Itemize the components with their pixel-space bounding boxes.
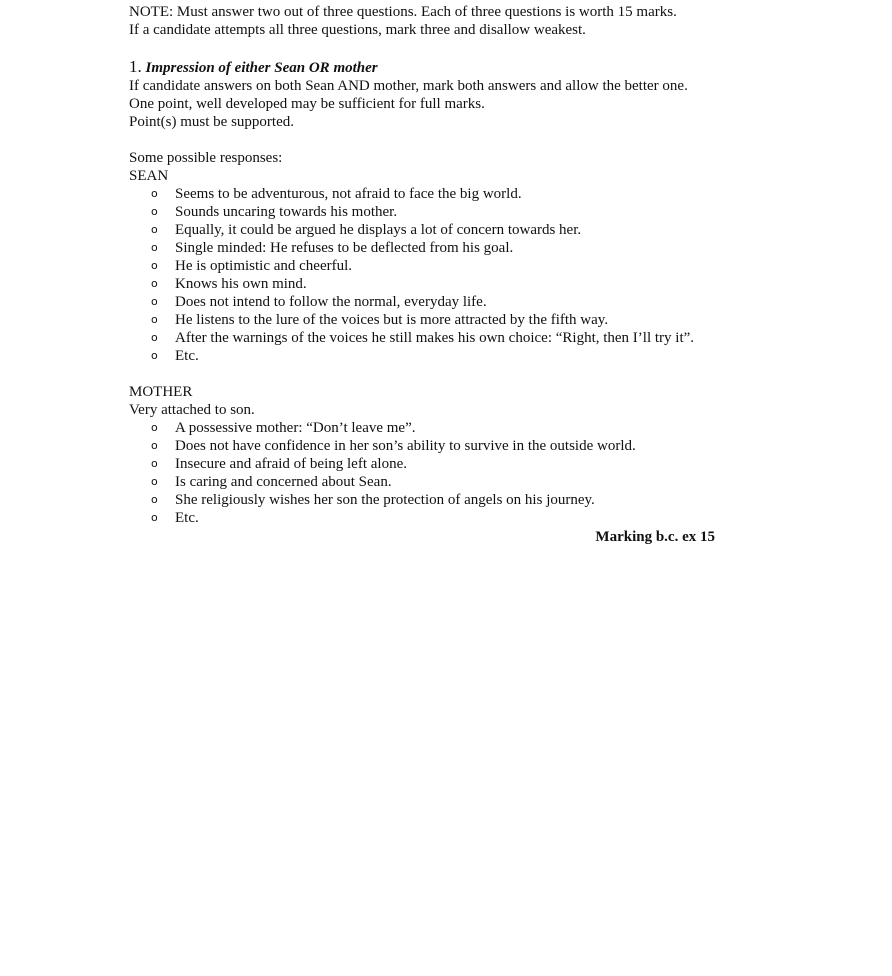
list-item	[129, 347, 729, 365]
bullet-marker: o	[151, 457, 158, 470]
list-item	[129, 455, 729, 473]
list-item-text: Sounds uncaring towards his mother.	[175, 204, 398, 220]
list-item	[129, 311, 729, 329]
mother-points-list	[129, 419, 729, 527]
list-item	[129, 275, 729, 293]
list-item	[129, 329, 729, 347]
bullet-marker: o	[151, 349, 158, 362]
question-1-heading	[129, 57, 729, 77]
list-item-text: Seems to be adventurous, not afraid to face the big world.	[175, 186, 522, 202]
list-item-text: A possessive mother: “Don’t leave me”.	[175, 420, 416, 436]
list-item-text: Knows his own mind.	[175, 276, 307, 292]
note-line-2: If a candidate attempts all three questions, mark three and disallow weakest.	[129, 22, 586, 38]
bullet-marker: o	[151, 313, 158, 326]
spacer	[129, 131, 729, 149]
list-item-text: After the warnings of the voices he still makes his own choice: “Right, then I’ll try it”.	[175, 330, 695, 346]
bullet-marker: o	[151, 421, 158, 434]
instruction-line-1: If candidate answers on both Sean AND mother, mark both answers and allow the better one.	[129, 78, 688, 94]
bullet-marker: o	[151, 187, 158, 200]
list-item	[129, 239, 729, 257]
marking-note	[129, 528, 729, 546]
note-line-1: NOTE: Must answer two out of three questions. Each of three questions is worth 15 marks.	[129, 4, 677, 20]
mother-intro: Very attached to son.	[129, 402, 255, 418]
list-item-text: Is caring and concerned about Sean.	[175, 474, 392, 490]
bullet-marker: o	[151, 331, 158, 344]
list-item	[129, 419, 729, 437]
list-item	[129, 491, 729, 509]
list-item-text: Equally, it could be argued he displays a lot of concern towards her.	[175, 222, 582, 238]
list-item-text: She religiously wishes her son the protection of angels on his journey.	[175, 492, 595, 508]
list-item-text: Single minded: He refuses to be deflected from his goal.	[175, 240, 514, 256]
list-item	[129, 473, 729, 491]
bullet-marker: o	[151, 493, 158, 506]
bullet-marker: o	[151, 475, 158, 488]
list-item	[129, 257, 729, 275]
bullet-marker: o	[151, 223, 158, 236]
list-item	[129, 509, 729, 527]
list-item-text: He listens to the lure of the voices but is more attracted by the fifth way.	[175, 312, 609, 328]
list-item	[129, 293, 729, 311]
list-item	[129, 203, 729, 221]
mother-heading: MOTHER	[129, 384, 193, 400]
list-item	[129, 437, 729, 455]
spacer	[129, 365, 729, 383]
list-item	[129, 185, 729, 203]
instruction-line-3: Point(s) must be supported.	[129, 114, 294, 130]
bullet-marker: o	[151, 259, 158, 272]
list-item-text: Does not intend to follow the normal, everyday life.	[175, 294, 487, 310]
list-item-text: Insecure and afraid of being left alone.	[175, 456, 407, 472]
list-item-text: Etc.	[175, 348, 199, 364]
instruction-line-2: One point, well developed may be sufficient for full marks.	[129, 96, 485, 112]
bullet-marker: o	[151, 295, 158, 308]
sean-points-list	[129, 185, 729, 365]
bullet-marker: o	[151, 439, 158, 452]
bullet-marker: o	[151, 277, 158, 290]
bullet-marker: o	[151, 241, 158, 254]
list-item-text: Etc.	[175, 510, 199, 526]
question-number: 1.	[129, 57, 142, 76]
bullet-marker: o	[151, 511, 158, 524]
list-item-text: Does not have confidence in her son’s ability to survive in the outside world.	[175, 438, 636, 454]
spacer	[129, 39, 729, 57]
sean-heading: SEAN	[129, 168, 169, 184]
marking-scheme-page	[129, 3, 729, 546]
bullet-marker: o	[151, 205, 158, 218]
question-title: Impression of either Sean OR mother	[145, 60, 378, 76]
responses-intro: Some possible responses:	[129, 150, 283, 166]
list-item	[129, 221, 729, 239]
marking-note-text: Marking b.c. ex 15	[595, 529, 715, 545]
list-item-text: He is optimistic and cheerful.	[175, 258, 353, 274]
